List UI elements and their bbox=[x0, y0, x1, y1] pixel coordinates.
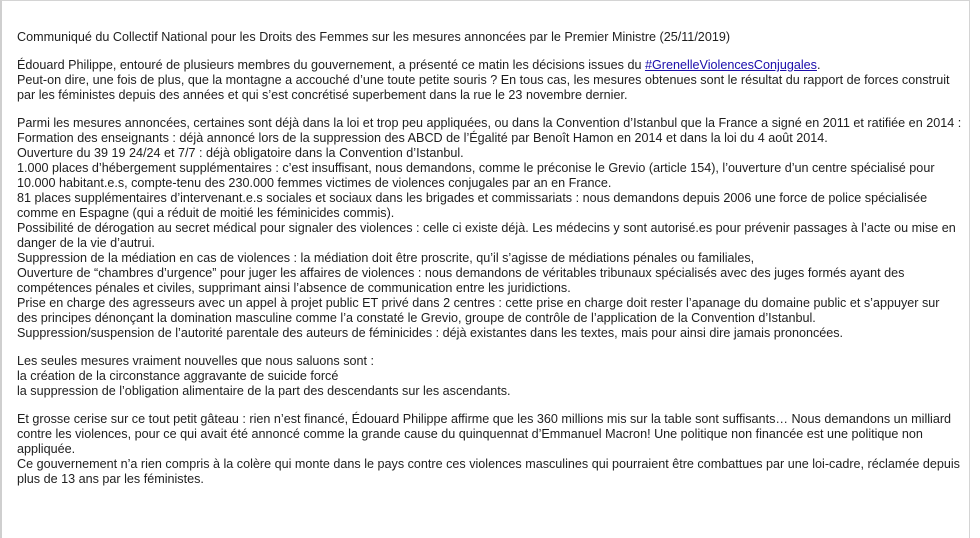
measure-item-mediation: Suppression de la médiation en cas de violences : la médiation doit être proscrite, qu’il s’agisse de médiations pénales ou familiales, bbox=[17, 251, 755, 265]
measure-item-emergency-chambers: Ouverture de “chambres d’urgence” pour juger les affaires de violences : nous demandons de véritables tribunaux spécialisés avec des juges formés ayant des compétences pénales et civiles, supprimant ainsi l’absence de communication entre les juridictions. bbox=[17, 266, 905, 295]
intro-text: Édouard Philippe, entouré de plusieurs membres du gouvernement, a présenté ce matin les décisions issues du bbox=[17, 58, 645, 72]
intro-line-2: Peut-on dire, une fois de plus, que la montagne a accouché d’une toute petite souris ? En tous cas, les mesures obtenues sont le résultat du rapport de forces construit par les féministes depuis des années et qui s’est concrétisé superbement dans la rue le 23 novembre dernier. bbox=[17, 73, 950, 102]
intro-line bbox=[17, 58, 963, 73]
new-measures-lead: Les seules mesures vraiment nouvelles que nous saluons sont : bbox=[17, 354, 375, 368]
measure-item-social-workers: 81 places supplémentaires d’intervenant.e.s sociales et sociaux dans les brigades et commissariats : nous demandons depuis 2006 une force de police spécialisée comme en Espagne (qui a réduit de moitié les féminicides commis). bbox=[17, 191, 928, 220]
measures-lead: Parmi les mesures annoncées, certaines sont déjà dans la loi et trop peu appliquées, ou dans la Convention d’Istanbul que la France a signé en 2011 et ratifiée en 2014 : bbox=[17, 116, 962, 130]
measures-section bbox=[17, 116, 963, 341]
new-measure-item: la suppression de l’obligation alimentaire de la part des descendants sur les ascendants. bbox=[17, 384, 511, 398]
new-measure-item: la création de la circonstance aggravante de suicide forcé bbox=[17, 369, 339, 383]
conclusion-paragraph-1: Et grosse cerise sur ce tout petit gâteau : rien n’est financé, Édouard Philippe affirme que les 360 millions mis sur la table sont suffisants… Nous demandons un milliard contre les violences, pour ce qui avait été annoncé comme la grande cause du quinquennat d’Emmanuel Macron! Une politique non financée est une politique non appliquée. bbox=[17, 412, 952, 456]
hashtag-link[interactable]: #GrenelleViolencesConjugales bbox=[644, 58, 817, 72]
conclusion-section bbox=[17, 412, 963, 487]
intro-punct: . bbox=[816, 58, 821, 72]
measure-item-hotline: Ouverture du 39 19 24/24 et 7/7 : déjà obligatoire dans la Convention d’Istanbul. bbox=[17, 146, 464, 160]
measure-item-housing: 1.000 places d’hébergement supplémentaires : c’est insuffisant, nous demandons, comme le préconise le Grevio (article 154), l’ouverture d’un centre spécialisé pour 10.000 habitant.e.s, compte-tenu des 230.000 femmes victimes de violences conjugales par an en France. bbox=[17, 161, 935, 190]
new-measures-section bbox=[17, 354, 963, 399]
measure-item-medical-secret: Possibilité de dérogation au secret médical pour signaler des violences : celle ci existe déjà. Les médecins y sont autorisé.es pour prévenir passages à l’acte ou mise en danger de la vie d’autrui. bbox=[17, 221, 956, 250]
document-title: Communiqué du Collectif National pour les Droits des Femmes sur les mesures annoncées par le Premier Ministre (25/11/2019) bbox=[17, 30, 731, 44]
measure-item-training: Formation des enseignants : déjà annoncé lors de la suppression des ABCD de l’Égalité par Benoît Hamon en 2014 et dans la loi du 4 août 2014. bbox=[17, 131, 828, 145]
intro-paragraph bbox=[17, 58, 963, 103]
document-body bbox=[17, 30, 963, 500]
measure-item-aggressors: Prise en charge des agresseurs avec un appel à projet public ET privé dans 2 centres : cette prise en charge doit rester l’apanage du domaine public et s’appuyer sur des principes dénonçant la domination masculine comme l’a constaté le Grevio, groupe de contrôle de l’application de la Convention d’Istanbul. bbox=[17, 296, 940, 325]
measure-item-parental-authority: Suppression/suspension de l’autorité parentale des auteurs de féminicides : déjà existantes dans les textes, mais pour ainsi dire jamais prononcées. bbox=[17, 326, 844, 340]
conclusion-paragraph-2: Ce gouvernement n’a rien compris à la colère qui monte dans le pays contre ces violences masculines qui pourraient être combattues par une loi-cadre, réclamée depuis plus de 13 ans par les féministes. bbox=[17, 457, 960, 486]
